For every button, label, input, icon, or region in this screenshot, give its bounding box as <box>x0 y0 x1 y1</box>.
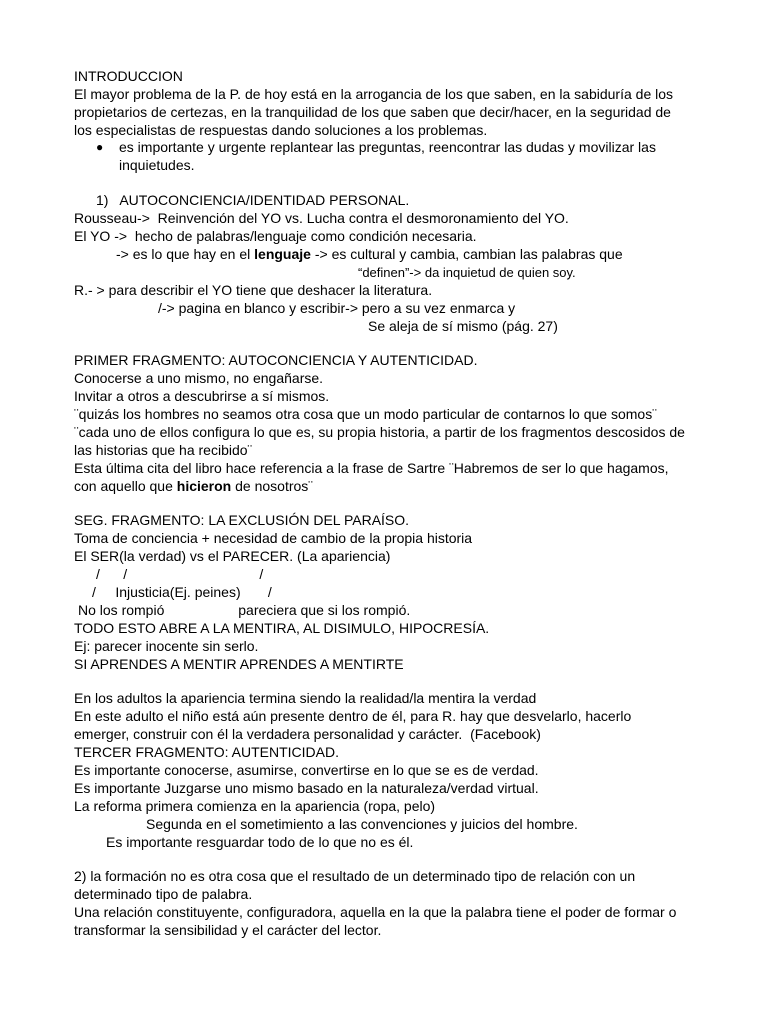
section1-line: /-> pagina en blanco y escribir-> pero a su vez enmarca y <box>158 300 516 316</box>
section1-line: Se aleja de sí mismo (pág. 27) <box>368 318 558 334</box>
bullet-item-line: es importante y urgente replantear las preguntas, reencontrar las dudas y movilizar las <box>119 139 656 155</box>
fragment2-line: / Injusticia(Ej. peines) / <box>92 584 272 600</box>
fragment1-line: Invitar a otros a descubrirse a sí mismos. <box>74 388 330 404</box>
intro-paragraph-line: propietarios de certezas, en la tranquilidad de los que saben que decir/hacer, en la seguridad de <box>74 104 671 120</box>
section2-line: transformar la sensibilidad y el carácter del lector. <box>74 922 382 938</box>
fragment2-line: TODO ESTO ABRE A LA MENTIRA, AL DISIMULO, HIPOCRESÍA. <box>74 620 490 636</box>
fragment2-line: Toma de conciencia + necesidad de cambio de la propia historia <box>74 530 473 546</box>
section2-line: determinado tipo de palabra. <box>74 886 253 902</box>
fragment1-line: las historias que ha recibido¨ <box>74 442 253 458</box>
section1-line: Rousseau-> Reinvención del YO vs. Lucha contra el desmoronamiento del YO. <box>74 210 569 226</box>
bullet-item-line: inquietudes. <box>119 157 195 173</box>
fragment1-line: ¨quizás los hombres no seamos otra cosa que un modo particular de contarnos lo que somos¨ <box>74 406 657 422</box>
adults-line: emerger, construir con él la verdadera personalidad y carácter. (Facebook) <box>74 726 541 742</box>
bullet-icon: ● <box>96 140 104 154</box>
fragment1-line: Conocerse a uno mismo, no engañarse. <box>74 370 324 386</box>
fragment2-line: SI APRENDES A MENTIR APRENDES A MENTIRTE <box>74 656 404 672</box>
fragment3-line: Es importante conocerse, asumirse, convertirse en lo que se es de verdad. <box>74 762 539 778</box>
section1-line: -> es lo que hay en el lenguaje -> es cultural y cambia, cambian las palabras que <box>116 246 623 262</box>
bold-word: hicieron <box>176 478 232 494</box>
fragment1-line: ¨cada uno de ellos configura lo que es, su propia historia, a partir de los fragmentos descosidos de <box>74 424 685 440</box>
fragment3-line: La reforma primera comienza en la apariencia (ropa, pelo) <box>74 798 436 814</box>
intro-paragraph-line: los especialistas de respuestas dando soluciones a los problemas. <box>74 122 488 138</box>
fragment1-line: con aquello que hicieron de nosotros¨ <box>74 478 313 494</box>
fragment2-heading: SEG. FRAGMENTO: LA EXCLUSIÓN DEL PARAÍSO. <box>74 512 410 528</box>
fragment3-line: Es importante resguardar todo de lo que no es él. <box>106 834 414 850</box>
section1-heading: 1) AUTOCONCIENCIA/IDENTIDAD PERSONAL. <box>96 192 410 208</box>
adults-line: En este adulto el niño está aún presente dentro de él, para R. hay que desvelarlo, hacerlo <box>74 708 632 724</box>
section1-line: R.- > para describir el YO tiene que deshacer la literatura. <box>74 282 433 298</box>
fragment2-line: No los rompió pareciera que si los rompió. <box>78 602 411 618</box>
bold-word: lenguaje <box>254 246 311 262</box>
fragment3-heading: TERCER FRAGMENTO: AUTENTICIDAD. <box>74 744 339 760</box>
intro-heading: INTRODUCCION <box>74 68 183 84</box>
intro-paragraph-line: El mayor problema de la P. de hoy está en la arrogancia de los que saben, en la sabiduría de los <box>74 86 674 102</box>
section2-line: 2) la formación no es otra cosa que el resultado de un determinado tipo de relación con un <box>74 868 636 884</box>
section1-line: “definen”-> da inquietud de quien soy. <box>358 265 576 280</box>
fragment2-line: / / / <box>96 566 264 582</box>
section1-line: El YO -> hecho de palabras/lenguaje como condición necesaria. <box>74 228 477 244</box>
fragment3-line: Es importante Juzgarse uno mismo basado en la naturaleza/verdad virtual. <box>74 780 539 796</box>
fragment2-line: Ej: parecer inocente sin serlo. <box>74 638 259 654</box>
adults-line: En los adultos la apariencia termina siendo la realidad/la mentira la verdad <box>74 690 537 706</box>
fragment2-line: El SER(la verdad) vs el PARECER. (La apariencia) <box>74 548 391 564</box>
fragment3-line: Segunda en el sometimiento a las convenciones y juicios del hombre. <box>146 816 578 832</box>
fragment1-heading: PRIMER FRAGMENTO: AUTOCONCIENCIA Y AUTENTICIDAD. <box>74 352 478 368</box>
fragment1-line: Esta última cita del libro hace referencia a la frase de Sartre ¨Habremos de ser lo que hagamos, <box>74 460 669 476</box>
section2-line: Una relación constituyente, configuradora, aquella en la que la palabra tiene el poder de formar o <box>74 904 677 920</box>
